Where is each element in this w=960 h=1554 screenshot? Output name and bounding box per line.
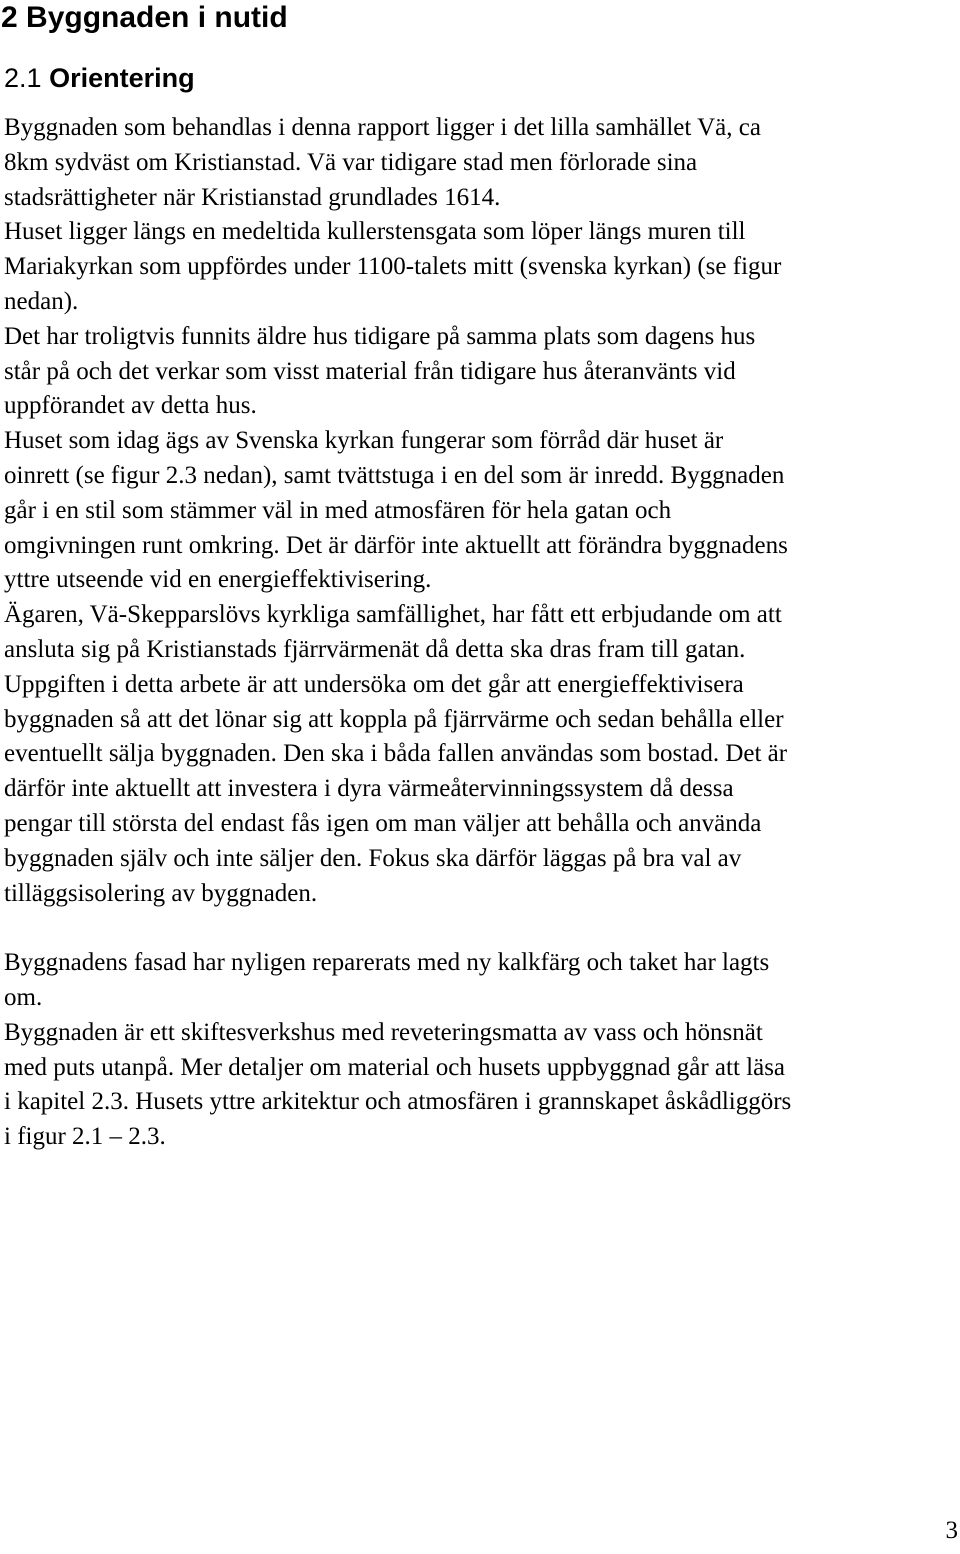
text-line: med puts utanpå. Mer detaljer om material och husets uppbyggnad går att läsa — [4, 1053, 786, 1081]
chapter-number: 2 — [1, 1, 18, 34]
text-line: därför inte aktuellt att investera i dyra värmeåtervinningssystem då dessa — [4, 775, 734, 803]
text-line: Huset ligger längs en medeltida kullerstensgata som löper längs muren till — [4, 218, 746, 246]
text-line: uppförandet av detta hus. — [4, 392, 257, 420]
text-line: oinrett (se figur 2.3 nedan), samt tvättstuga i en del som är inredd. Byggnaden — [4, 461, 785, 489]
text-line: ansluta sig på Kristianstads fjärrvärmenät då detta ska dras fram till gatan. — [4, 635, 746, 663]
text-line: Mariakyrkan som uppfördes under 1100-talets mitt (svenska kyrkan) (se figur — [4, 253, 782, 281]
text-line: 8km sydväst om Kristianstad. Vä var tidigare stad men förlorade sina — [4, 148, 698, 176]
text-line: nedan). — [4, 287, 79, 315]
text-line: omgivningen runt omkring. Det är därför inte aktuellt att förändra byggnadens — [4, 531, 788, 559]
text-line: Huset som idag ägs av Svenska kyrkan fungerar som förråd där huset är — [4, 427, 724, 455]
text-line: eventuellt sälja byggnaden. Den ska i båda fallen användas som bostad. Det är — [4, 740, 788, 768]
text-line: Byggnadens fasad har nyligen reparerats med ny kalkfärg och taket har lagts — [4, 949, 770, 977]
text-line: Uppgiften i detta arbete är att undersöka om det går att energieffektivisera — [4, 670, 744, 698]
text-line: byggnaden så att det lönar sig att koppla på fjärrvärme och sedan behålla eller — [4, 705, 784, 733]
text-line: yttre utseende vid en energieffektivisering. — [4, 566, 432, 594]
text-line: går i en stil som stämmer väl in med atmosfären för hela gatan och — [4, 496, 672, 524]
text-line: i figur 2.1 – 2.3. — [4, 1123, 166, 1151]
text-line: står på och det verkar som visst material från tidigare hus återanvänts vid — [4, 357, 736, 385]
text-line: Byggnaden som behandlas i denna rapport ligger i det lilla samhället Vä, ca — [4, 114, 761, 141]
text-line: tilläggsisolering av byggnaden. — [4, 879, 318, 907]
section-title: Orientering — [49, 63, 195, 93]
section-heading — [4, 60, 195, 96]
text-line: byggnaden själv och inte säljer den. Fokus ska därför läggas på bra val av — [4, 844, 742, 872]
text-line: i kapitel 2.3. Husets yttre arkitektur och atmosfären i grannskapet åskådliggörs — [4, 1088, 792, 1116]
text-line: Ägaren, Vä-Skepparslövs kyrkliga samfällighet, har fått ett erbjudande om att — [4, 601, 782, 629]
text-line: stadsrättigheter när Kristianstad grundlades 1614. — [4, 183, 501, 211]
text-line: om. — [4, 983, 43, 1011]
section-number: 2.1 — [4, 63, 42, 93]
body-text — [4, 111, 960, 1155]
chapter-heading — [1, 0, 288, 36]
paragraph-gap — [4, 911, 960, 946]
text-line: Det har troligtvis funnits äldre hus tidigare på samma plats som dagens hus — [4, 322, 756, 350]
page-number: 3 — [945, 1517, 958, 1544]
text-line: Byggnaden är ett skiftesverkshus med reveteringsmatta av vass och hönsnät — [4, 1018, 763, 1046]
text-line: pengar till största del endast fås igen om man väljer att behålla och använda — [4, 809, 762, 837]
chapter-title: Byggnaden i nutid — [26, 1, 288, 34]
